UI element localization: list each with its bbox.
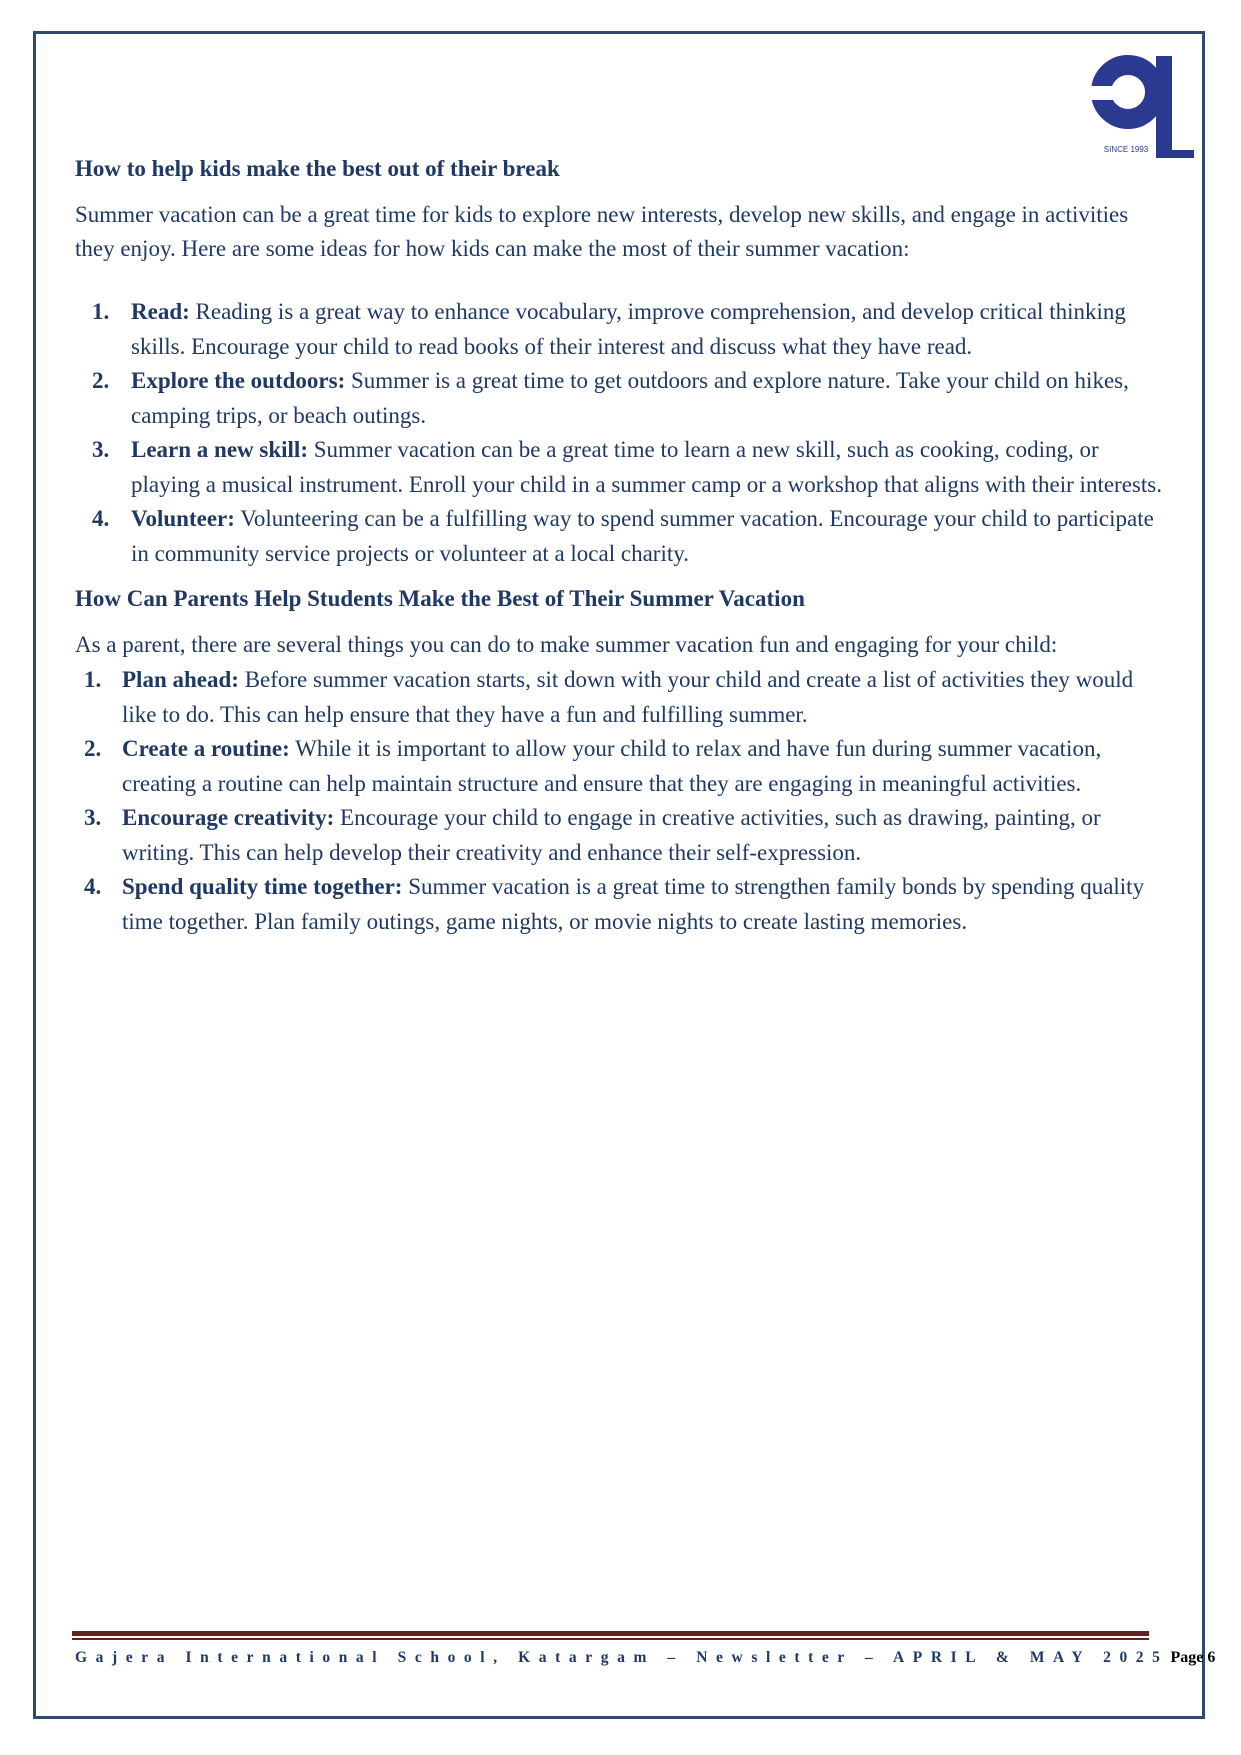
list-number: 4. [84, 874, 102, 899]
list-number: 3. [92, 437, 110, 462]
list-text: Volunteering can be a fulfilling way to spend summer vacation. Encourage your child to participate in community service projects or volunteer at a local charity. [131, 506, 1154, 566]
page-footer [75, 1646, 1216, 1670]
section-intro-break: Summer vacation can be a great time for kids to explore new interests, develop new skills, and engage in activities they enjoy. Here are some ideas for how kids can make the most of their summer vacation: [75, 202, 1129, 261]
footer-divider [72, 1631, 1149, 1636]
footer-newsletter-text: Gajera International School, Katargam – Newsletter – APRIL & MAY 2025 [75, 1649, 1169, 1666]
school-logo [1086, 46, 1198, 160]
kids-ideas-list [75, 295, 1165, 571]
list-term: Create a routine: [122, 736, 290, 761]
list-item [75, 433, 1165, 502]
section-heading-break: How to help kids make the best out of their break [75, 156, 560, 181]
list-term: Volunteer: [131, 506, 235, 531]
list-text: Summer vacation is a great time to strengthen family bonds by spending quality time together. Plan family outings, game nights, or movie nights to create lasting memories. [122, 874, 1145, 934]
footer-page-number: Page 6 [1170, 1649, 1216, 1666]
list-text: Before summer vacation starts, sit down with your child and create a list of activities they would like to do. This can help ensure that they have a fun and fulfilling summer. [122, 667, 1134, 727]
list-item [75, 870, 1165, 939]
section-intro-parents: As a parent, there are several things you can do to make summer vacation fun and engaging for your child: [75, 632, 1058, 657]
list-number: 1. [84, 667, 102, 692]
list-number: 4. [92, 506, 110, 531]
list-term: Encourage creativity: [122, 805, 335, 830]
list-text: While it is important to allow your child to relax and have fun during summer vacation, creating a routine can help maintain structure and ensure that they are engaging in meaningful activities. [122, 736, 1102, 796]
list-item [75, 502, 1165, 571]
list-term: Explore the outdoors: [131, 368, 346, 393]
list-term: Spend quality time together: [122, 874, 403, 899]
page-content [75, 152, 1165, 939]
list-item [75, 732, 1165, 801]
list-term: Learn a new skill: [131, 437, 308, 462]
list-item [75, 295, 1165, 364]
list-item [75, 801, 1165, 870]
list-number: 2. [92, 368, 110, 393]
list-text: Encourage your child to engage in creative activities, such as drawing, painting, or writing. This can help develop their creativity and enhance their self-expression. [122, 805, 1101, 865]
list-text: Summer vacation can be a great time to learn a new skill, such as cooking, coding, or playing a musical instrument. Enroll your child in a summer camp or a workshop that aligns with their interests. [131, 437, 1162, 497]
list-item [75, 364, 1165, 433]
footer-divider-thin [72, 1638, 1149, 1640]
list-item [75, 663, 1165, 732]
section-heading-parents: How Can Parents Help Students Make the Best of Their Summer Vacation [75, 586, 805, 611]
parents-tips-list [75, 663, 1165, 939]
list-number: 3. [84, 805, 102, 830]
list-number: 1. [92, 299, 110, 324]
list-text: Summer is a great time to get outdoors and explore nature. Take your child on hikes, camping trips, or beach outings. [131, 368, 1129, 428]
logo-since-text: SINCE 1993 [1103, 145, 1149, 154]
list-term: Plan ahead: [122, 667, 239, 692]
list-number: 2. [84, 736, 102, 761]
list-term: Read: [131, 299, 190, 324]
list-text: Reading is a great way to enhance vocabulary, improve comprehension, and develop critical thinking skills. Encourage your child to read books of their interest and discuss what they have read. [131, 299, 1126, 359]
